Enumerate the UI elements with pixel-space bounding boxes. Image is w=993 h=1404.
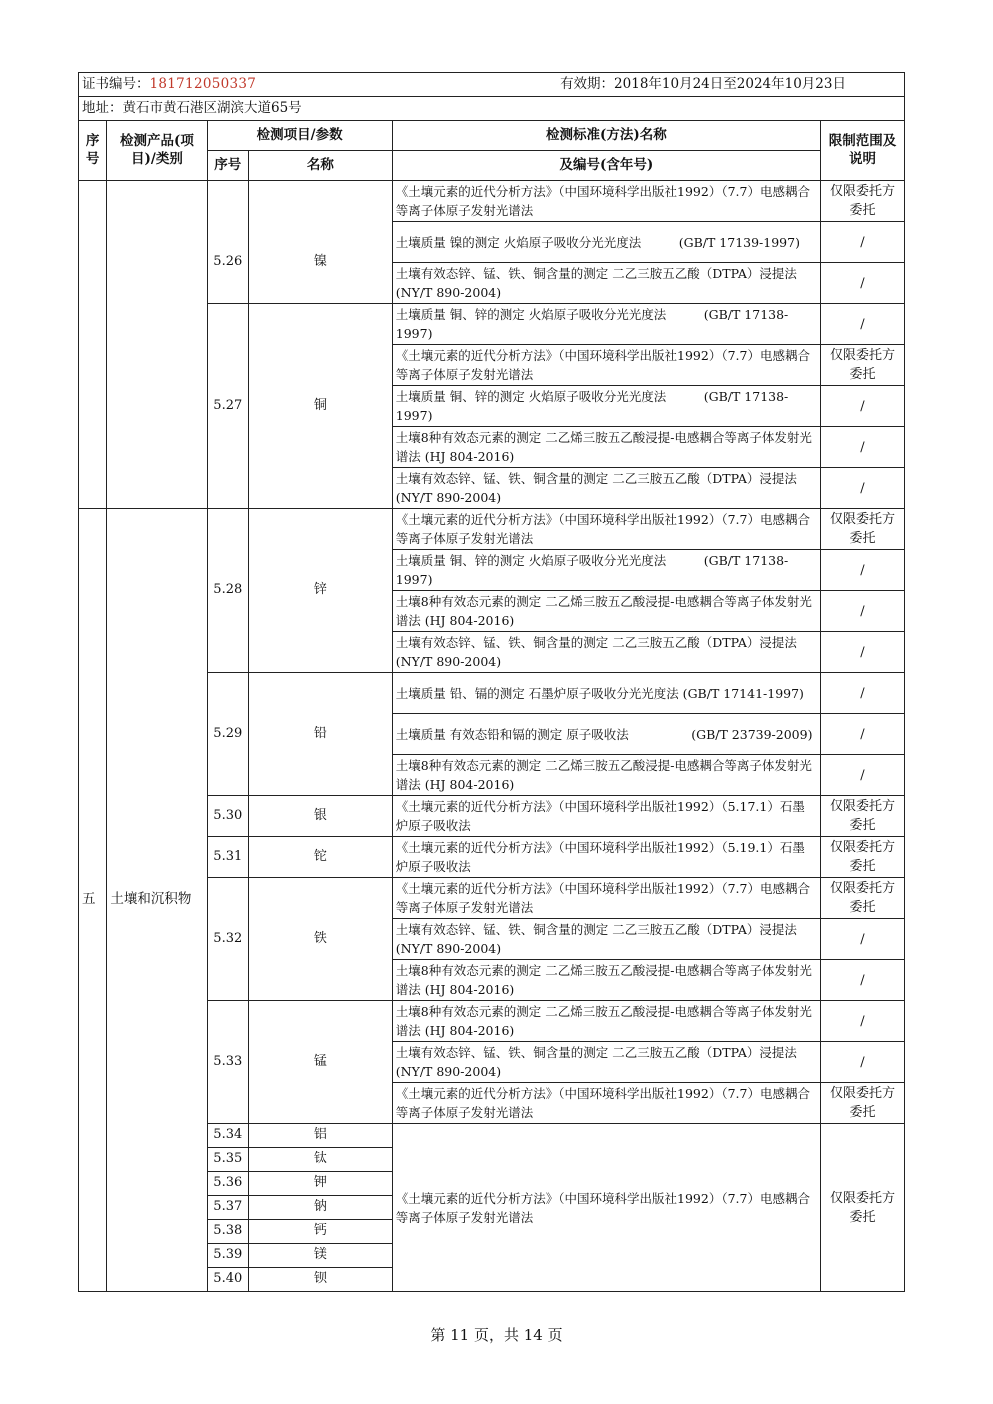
standard-cell: 土壤有效态锌、锰、铁、铜含量的测定 二乙三胺五乙酸（DTPA）浸提法 (NY/T 890-2004) — [392, 632, 820, 673]
group-name-empty — [107, 181, 207, 509]
standard-cell: 土壤8种有效态元素的测定 二乙烯三胺五乙酸浸提-电感耦合等离子体发射光谱法 (HJ 804-2016) — [392, 427, 820, 468]
standard-cell: 《土壤元素的近代分析方法》（中国环境科学出版社1992）（7.7）电感耦合等离子体原子发射光谱法 — [392, 878, 820, 919]
group-name: 土壤和沉积物 — [107, 509, 207, 1292]
standard-cell: 土壤质量 有效态铅和镉的测定 原子吸收法 (GB/T 23739-2009) — [392, 714, 820, 755]
standard-cell: 《土壤元素的近代分析方法》（中国环境科学出版社1992）（5.19.1）石墨炉原子吸收法 — [392, 837, 820, 878]
item-no: 5.26 — [207, 222, 249, 304]
limit-cell: 仅限委托方委托 — [820, 837, 904, 878]
limit-cell: 仅限委托方委托 — [820, 1124, 904, 1292]
standard-cell: 土壤质量 铜、锌的测定 火焰原子吸收分光光度法 (GB/T 17138-1997) — [392, 550, 820, 591]
item-no: 5.40 — [207, 1268, 249, 1292]
item-no: 5.36 — [207, 1172, 249, 1196]
standard-cell: 土壤8种有效态元素的测定 二乙烯三胺五乙酸浸提-电感耦合等离子体发射光谱法 (HJ 804-2016) — [392, 960, 820, 1001]
standard-cell: 土壤质量 铅、镉的测定 石墨炉原子吸收分光光度法 (GB/T 17141-1997) — [392, 673, 820, 714]
standard-cell: 土壤质量 镍的测定 火焰原子吸收分光光度法 (GB/T 17139-1997) — [392, 222, 820, 263]
limit-cell: / — [820, 263, 904, 304]
limit-cell: / — [820, 550, 904, 591]
item-name: 钡 — [249, 1268, 393, 1292]
standard-cell: 土壤8种有效态元素的测定 二乙烯三胺五乙酸浸提-电感耦合等离子体发射光谱法 (HJ 804-2016) — [392, 1001, 820, 1042]
item-no: 5.31 — [207, 837, 249, 878]
item-no: 5.28 — [207, 509, 249, 673]
standard-cell: 《土壤元素的近代分析方法》（中国环境科学出版社1992）（7.7）电感耦合等离子体原子发射光谱法 — [392, 345, 820, 386]
limit-cell: / — [820, 1042, 904, 1083]
limit-cell: 仅限委托方委托 — [820, 181, 904, 222]
standard-cell: 土壤质量 铜、锌的测定 火焰原子吸收分光光度法 (GB/T 17138-1997) — [392, 304, 820, 345]
limit-cell: 仅限委托方委托 — [820, 878, 904, 919]
validity-period: 有效期：2018年10月24日至2024年10月23日 — [560, 75, 846, 92]
item-name: 铁 — [249, 878, 393, 1001]
cert-number: 181712050337 — [149, 75, 257, 92]
standard-cell: 《土壤元素的近代分析方法》（中国环境科学出版社1992）（7.7）电感耦合等离子体原子发射光谱法 — [392, 1124, 820, 1292]
item-no: 5.32 — [207, 878, 249, 1001]
item-name: 铅 — [249, 673, 393, 796]
item-name: 铊 — [249, 837, 393, 878]
col-item-group-header: 检测项目/参数 — [207, 121, 392, 151]
cert-number-label: 证书编号： — [82, 75, 150, 92]
item-name: 铜 — [249, 304, 393, 509]
standard-cell: 土壤有效态锌、锰、铁、铜含量的测定 二乙三胺五乙酸（DTPA）浸提法 (NY/T 890-2004) — [392, 919, 820, 960]
item-name: 钙 — [249, 1220, 393, 1244]
col-seq-header: 序号 — [79, 121, 107, 181]
item-name: 锰 — [249, 1001, 393, 1124]
limit-cell: / — [820, 386, 904, 427]
item-no: 5.33 — [207, 1001, 249, 1124]
limit-cell: 仅限委托方委托 — [820, 796, 904, 837]
standard-cell: 土壤有效态锌、锰、铁、铜含量的测定 二乙三胺五乙酸（DTPA）浸提法 (NY/T 890-2004) — [392, 468, 820, 509]
limit-cell: / — [820, 755, 904, 796]
page-footer: 第 11 页，共 14 页 — [430, 1326, 563, 1344]
standard-cell: 《土壤元素的近代分析方法》（中国环境科学出版社1992）（7.7）电感耦合等离子体原子发射光谱法 — [392, 509, 820, 550]
item-name: 锌 — [249, 509, 393, 673]
table-row — [79, 509, 905, 550]
item-name: 铝 — [249, 1124, 393, 1148]
col-item-seq-header: 序号 — [207, 151, 249, 181]
col-standard-sub-header: 及编号(含年号) — [392, 151, 820, 181]
item-name: 镁 — [249, 1244, 393, 1268]
limit-cell: 仅限委托方委托 — [820, 1083, 904, 1124]
limit-cell: / — [820, 632, 904, 673]
table-row — [79, 181, 905, 222]
limit-cell: / — [820, 960, 904, 1001]
limit-cell: / — [820, 673, 904, 714]
limit-cell: / — [820, 427, 904, 468]
limit-cell: / — [820, 714, 904, 755]
limit-cell: / — [820, 468, 904, 509]
limit-cell: / — [820, 591, 904, 632]
standard-cell: 土壤有效态锌、锰、铁、铜含量的测定 二乙三胺五乙酸（DTPA）浸提法 (NY/T 890-2004) — [392, 263, 820, 304]
group-seq-empty — [79, 181, 107, 509]
address: 地址：黄石市黄石港区湖滨大道65号 — [82, 99, 302, 116]
column-header-row-1 — [79, 121, 905, 151]
col-item-name-header: 名称 — [249, 151, 393, 181]
item-no: 5.39 — [207, 1244, 249, 1268]
col-limit-header: 限制范围及说明 — [820, 121, 904, 181]
limit-cell: / — [820, 919, 904, 960]
item-no: 5.37 — [207, 1196, 249, 1220]
item-no: 5.38 — [207, 1220, 249, 1244]
limit-cell: 仅限委托方委托 — [820, 509, 904, 550]
item-no: 5.35 — [207, 1148, 249, 1172]
standard-cell: 土壤8种有效态元素的测定 二乙烯三胺五乙酸浸提-电感耦合等离子体发射光谱法 (HJ 804-2016) — [392, 755, 820, 796]
limit-cell: / — [820, 1001, 904, 1042]
item-no: 5.29 — [207, 673, 249, 796]
item-name: 钛 — [249, 1148, 393, 1172]
cert-header-row — [79, 73, 905, 97]
item-name: 钠 — [249, 1196, 393, 1220]
limit-cell: / — [820, 222, 904, 263]
standard-cell: 土壤8种有效态元素的测定 二乙烯三胺五乙酸浸提-电感耦合等离子体发射光谱法 (HJ 804-2016) — [392, 591, 820, 632]
item-name: 银 — [249, 796, 393, 837]
item-name-blank — [249, 181, 393, 222]
standard-cell: 土壤质量 铜、锌的测定 火焰原子吸收分光光度法 (GB/T 17138-1997) — [392, 386, 820, 427]
col-standard-header: 检测标准(方法)名称 — [392, 121, 820, 151]
standard-cell: 《土壤元素的近代分析方法》（中国环境科学出版社1992）（7.7）电感耦合等离子体原子发射光谱法 — [392, 1083, 820, 1124]
item-no: 5.27 — [207, 304, 249, 509]
address-row — [79, 97, 905, 121]
item-no: 5.34 — [207, 1124, 249, 1148]
scope-table — [78, 72, 905, 1292]
standard-cell: 《土壤元素的近代分析方法》（中国环境科学出版社1992）（5.17.1）石墨炉原子吸收法 — [392, 796, 820, 837]
limit-cell: / — [820, 304, 904, 345]
col-product-header: 检测产品(项目)/类别 — [107, 121, 207, 181]
standard-cell: 《土壤元素的近代分析方法》（中国环境科学出版社1992）（7.7）电感耦合等离子体原子发射光谱法 — [392, 181, 820, 222]
standard-cell: 土壤有效态锌、锰、铁、铜含量的测定 二乙三胺五乙酸（DTPA）浸提法 (NY/T 890-2004) — [392, 1042, 820, 1083]
item-name: 镍 — [249, 222, 393, 304]
item-no-blank — [207, 181, 249, 222]
item-name: 钾 — [249, 1172, 393, 1196]
item-no: 5.30 — [207, 796, 249, 837]
limit-cell: 仅限委托方委托 — [820, 345, 904, 386]
group-seq: 五 — [79, 509, 107, 1292]
